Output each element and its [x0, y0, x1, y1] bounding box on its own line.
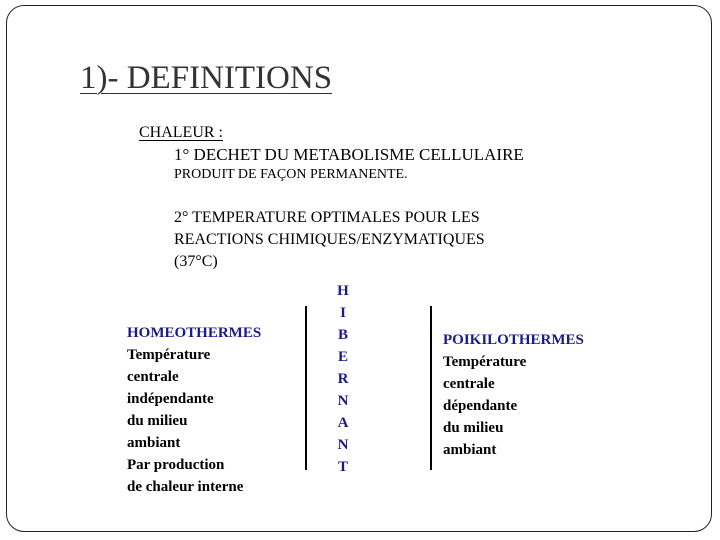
poikilothermes-line: du milieu [443, 420, 504, 436]
vertical-letter: N [337, 393, 349, 409]
homeothermes-column [127, 322, 261, 498]
poikilothermes-line: Température [443, 354, 527, 370]
homeothermes-line: indépendante [127, 391, 214, 407]
definition-1-detail: PRODUIT DE FAÇON PERMANENTE. [174, 167, 408, 182]
vertical-letter: N [337, 437, 349, 453]
vertical-letter: I [340, 305, 346, 321]
definition-2-line: (37°C) [174, 253, 218, 270]
right-divider [430, 306, 432, 470]
left-divider [305, 306, 307, 470]
poikilothermes-line: dépendante [443, 398, 518, 414]
vertical-letter: T [337, 459, 348, 475]
vertical-letter: A [337, 415, 349, 431]
vertical-letter: B [337, 327, 348, 343]
definition-1-title: 1° DECHET DU METABOLISME CELLULAIRE [174, 145, 524, 164]
vertical-letter: E [337, 349, 348, 365]
poikilothermes-line: ambiant [443, 442, 497, 458]
chaleur-subheading: CHALEUR : [139, 124, 223, 141]
homeothermes-line: Par production [127, 457, 225, 473]
hibernant-vertical-word [330, 280, 356, 478]
definition-2-line: REACTIONS CHIMIQUES/ENZYMATIQUES [174, 231, 485, 248]
poikilothermes-column [443, 329, 584, 461]
homeothermes-line: Température [127, 347, 211, 363]
vertical-letter: R [337, 371, 349, 387]
slide-title: 1)- DEFINITIONS [80, 60, 333, 96]
definition-2 [174, 207, 485, 273]
poikilothermes-line: centrale [443, 376, 495, 392]
definition-2-line: 2° TEMPERATURE OPTIMALES POUR LES [174, 209, 480, 226]
homeothermes-line: ambiant [127, 435, 181, 451]
homeothermes-heading: HOMEOTHERMES [127, 325, 262, 341]
homeothermes-line: du milieu [127, 413, 188, 429]
homeothermes-line: de chaleur interne [127, 479, 244, 495]
homeothermes-line: centrale [127, 369, 179, 385]
poikilothermes-heading: POIKILOTHERMES [443, 332, 584, 348]
vertical-letter: H [337, 283, 349, 299]
